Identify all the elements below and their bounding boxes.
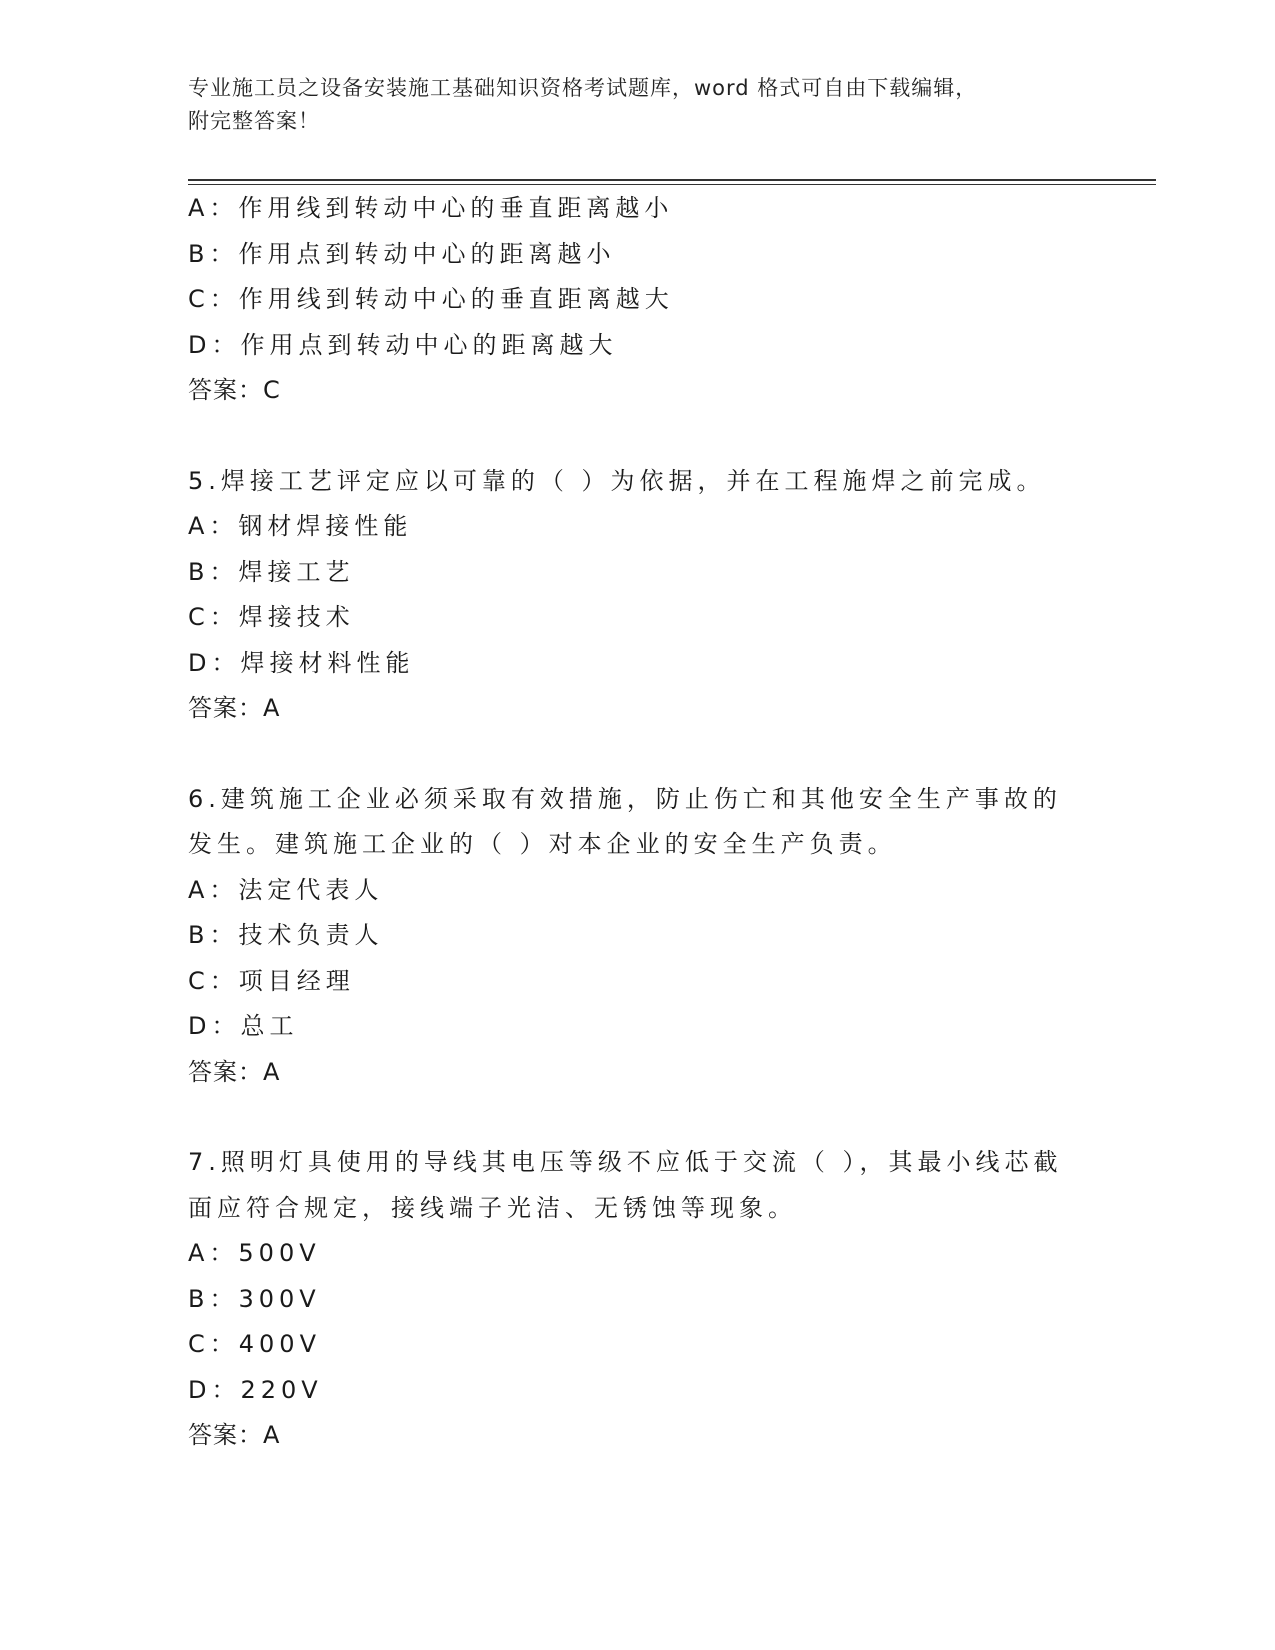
option-d: D：总工 (188, 1012, 299, 1040)
option-b: B：作用点到转动中心的距离越小 (188, 239, 616, 268)
option-d: D：220V (188, 1375, 323, 1404)
answer-line: 答案：A (188, 1057, 281, 1086)
option-c: C：项目经理 (188, 966, 355, 995)
question-6 (188, 777, 1088, 1096)
question-stem-line-1: 6.建筑施工企业必须采取有效措施，防止伤亡和其他安全生产事故的 (188, 784, 1062, 813)
option-b: B：技术负责人 (188, 921, 384, 949)
question-stem-line-2: 面应符合规定，接线端子光洁、无锈蚀等现象。 (188, 1193, 797, 1222)
header-divider-thick (188, 179, 1156, 181)
answer-line: 答案：A (188, 1421, 281, 1449)
question-7 (188, 1140, 1088, 1459)
question-list (188, 186, 1088, 1459)
answer-line: 答案：C (188, 376, 281, 404)
question-stem-line-1: 7.照明灯具使用的导线其电压等级不应低于交流（ ），其最小线芯截 (188, 1148, 1063, 1176)
option-c: C：焊接技术 (188, 603, 355, 631)
option-c: C：400V (188, 1330, 321, 1358)
option-a: A：钢材焊接性能 (188, 512, 413, 540)
question-stem: 5.焊接工艺评定应以可靠的（ ）为依据，并在工程施焊之前完成。 (188, 466, 1046, 495)
option-b: B：300V (188, 1284, 321, 1313)
question-4-block (188, 186, 1088, 414)
answer-line: 答案：A (188, 694, 281, 722)
option-a: A：500V (188, 1239, 321, 1267)
option-d: D：焊接材料性能 (188, 648, 415, 677)
question-stem-line-2: 发生。建筑施工企业的（ ）对本企业的安全生产负责。 (188, 830, 897, 858)
option-d: D：作用点到转动中心的距离越大 (188, 330, 618, 359)
option-b: B：焊接工艺 (188, 557, 355, 586)
option-a: A：作用线到转动中心的垂直距离越小 (188, 194, 674, 222)
header-divider-thin (188, 184, 1156, 185)
document-header (188, 72, 1058, 138)
option-a: A：法定代表人 (188, 875, 384, 904)
header-line-1: 专业施工员之设备安装施工基础知识资格考试题库，word 格式可自由下载编辑， (188, 76, 978, 100)
question-5 (188, 459, 1088, 732)
header-line-2: 附完整答案！ (188, 109, 320, 133)
option-c: C：作用线到转动中心的垂直距离越大 (188, 285, 674, 313)
